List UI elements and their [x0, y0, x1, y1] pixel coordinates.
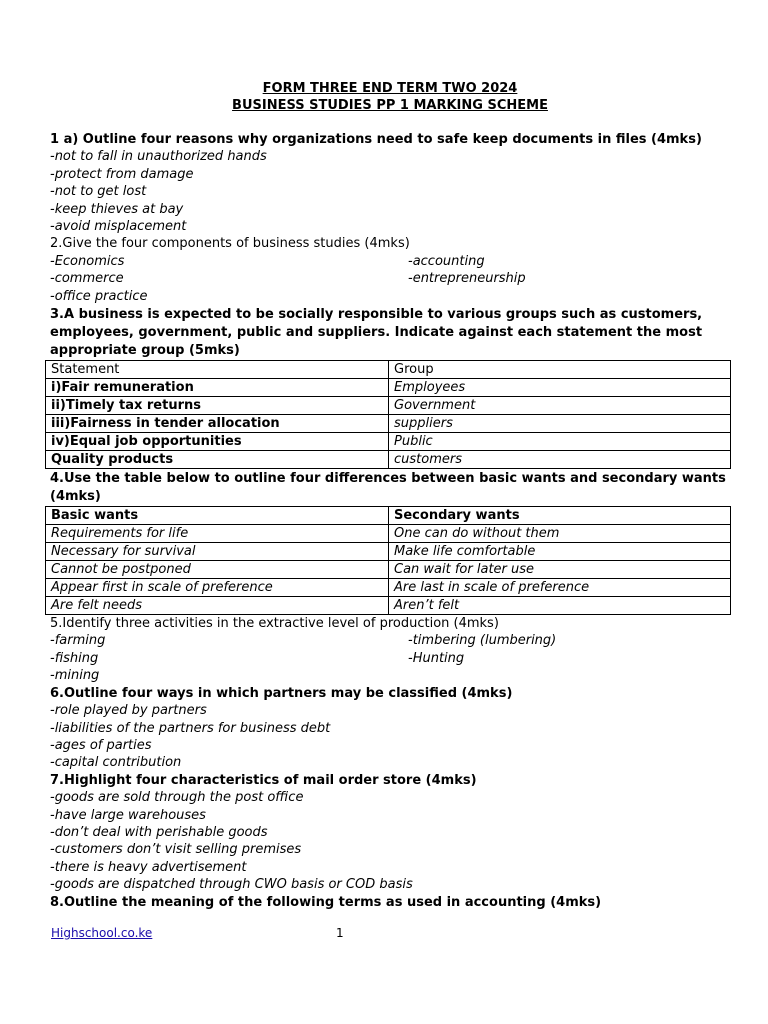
table-header-cell: Statement [46, 361, 389, 379]
table-row [46, 579, 731, 597]
table-cell: Cannot be postponed [46, 561, 389, 579]
answer-line: -capital contribution [50, 755, 182, 771]
answer-line: -keep thieves at bay [50, 201, 184, 217]
question-6: 6.Outline four ways in which partners may be classified (4mks) [50, 685, 513, 701]
question-5: 5.Identify three activities in the extractive level of production (4mks) [50, 616, 499, 632]
document-title: FORM THREE END TERM TWO 2024 [262, 81, 518, 96]
page-number: 1 [336, 926, 344, 940]
question-7: 7.Highlight four characteristics of mail order store (4mks) [50, 772, 477, 788]
table-row [46, 525, 731, 543]
table-row [46, 415, 731, 433]
answer-left: -Economics [50, 253, 125, 269]
answer-row [50, 270, 730, 287]
answer-right: -Hunting [408, 650, 465, 666]
table-row [46, 397, 731, 415]
answer-line: -not to get lost [50, 184, 147, 200]
table-cell: Quality products [46, 451, 389, 469]
answer-line: -have large warehouses [50, 807, 206, 823]
answer-row [50, 253, 730, 270]
answer-right: -entrepreneurship [408, 271, 526, 287]
table-cell: One can do without them [389, 525, 731, 543]
table-cell: Are felt needs [46, 597, 389, 615]
table-row [46, 597, 731, 615]
answer-line: -don’t deal with perishable goods [50, 824, 268, 840]
responsibility-table [45, 360, 731, 469]
question-8: 8.Outline the meaning of the following terms as used in accounting (4mks) [50, 894, 602, 910]
answer-line: -goods are sold through the post office [50, 790, 304, 806]
answer-line: -ages of parties [50, 737, 152, 753]
table-cell: Are last in scale of preference [389, 579, 731, 597]
answer-left: -fishing [50, 650, 99, 666]
question-2: 2.Give the four components of business studies (4mks) [50, 236, 410, 252]
answer-left: -office practice [50, 288, 148, 304]
table-cell: Aren’t felt [389, 597, 731, 615]
answer-line: -liabilities of the partners for business debt [50, 720, 331, 736]
table-cell: iii)Fairness in tender allocation [46, 415, 389, 433]
answer-line: -there is heavy advertisement [50, 859, 247, 875]
table-header-cell: Secondary wants [389, 507, 731, 525]
table-cell: ii)Timely tax returns [46, 397, 389, 415]
answer-right: -accounting [408, 253, 485, 269]
table-header-row [46, 507, 731, 525]
question-1: 1 a) Outline four reasons why organizations need to safe keep documents in files (4mks) [50, 132, 702, 147]
question-3: 3.A business is expected to be socially responsible to various groups such as customers, employees, government, public and suppliers. Indicate against each statement the most appropriate group (5mks) [50, 307, 703, 359]
table-header-cell: Basic wants [46, 507, 389, 525]
table-cell: Appear first in scale of preference [46, 579, 389, 597]
document-page [50, 80, 730, 911]
table-row [46, 561, 731, 579]
footer-link[interactable]: Highschool.co.ke [51, 926, 153, 940]
answer-row [50, 650, 730, 667]
answer-row [50, 667, 730, 684]
table-cell: i)Fair remuneration [46, 379, 389, 397]
table-cell: Employees [389, 379, 731, 397]
table-header-cell: Group [389, 361, 731, 379]
answer-line: -goods are dispatched through CWO basis or COD basis [50, 877, 413, 893]
table-header-row [46, 361, 731, 379]
table-cell: suppliers [389, 415, 731, 433]
table-row [46, 543, 731, 561]
answer-left: -commerce [50, 271, 124, 287]
table-cell: Make life comfortable [389, 543, 731, 561]
page-footer [51, 926, 731, 940]
answer-line: -customers don’t visit selling premises [50, 842, 302, 858]
answer-line: -avoid misplacement [50, 219, 187, 235]
question-4: 4.Use the table below to outline four differences between basic wants and secondary wants (4mks) [50, 471, 726, 505]
answer-line: -not to fall in unauthorized hands [50, 149, 267, 165]
table-row [46, 433, 731, 451]
answer-line: -role played by partners [50, 703, 207, 719]
table-row [46, 451, 731, 469]
answer-left: -mining [50, 668, 100, 684]
answer-row [50, 632, 730, 649]
table-row [46, 379, 731, 397]
answer-left: -farming [50, 633, 106, 649]
wants-table [45, 506, 731, 615]
document-subtitle: BUSINESS STUDIES PP 1 MARKING SCHEME [232, 98, 548, 113]
table-cell: Public [389, 433, 731, 451]
table-cell: Necessary for survival [46, 543, 389, 561]
table-cell: Can wait for later use [389, 561, 731, 579]
table-cell: Requirements for life [46, 525, 389, 543]
answer-right: -timbering (lumbering) [408, 633, 557, 649]
table-cell: iv)Equal job opportunities [46, 433, 389, 451]
answer-row [50, 288, 730, 305]
table-cell: Government [389, 397, 731, 415]
table-cell: customers [389, 451, 731, 469]
answer-line: -protect from damage [50, 166, 194, 182]
